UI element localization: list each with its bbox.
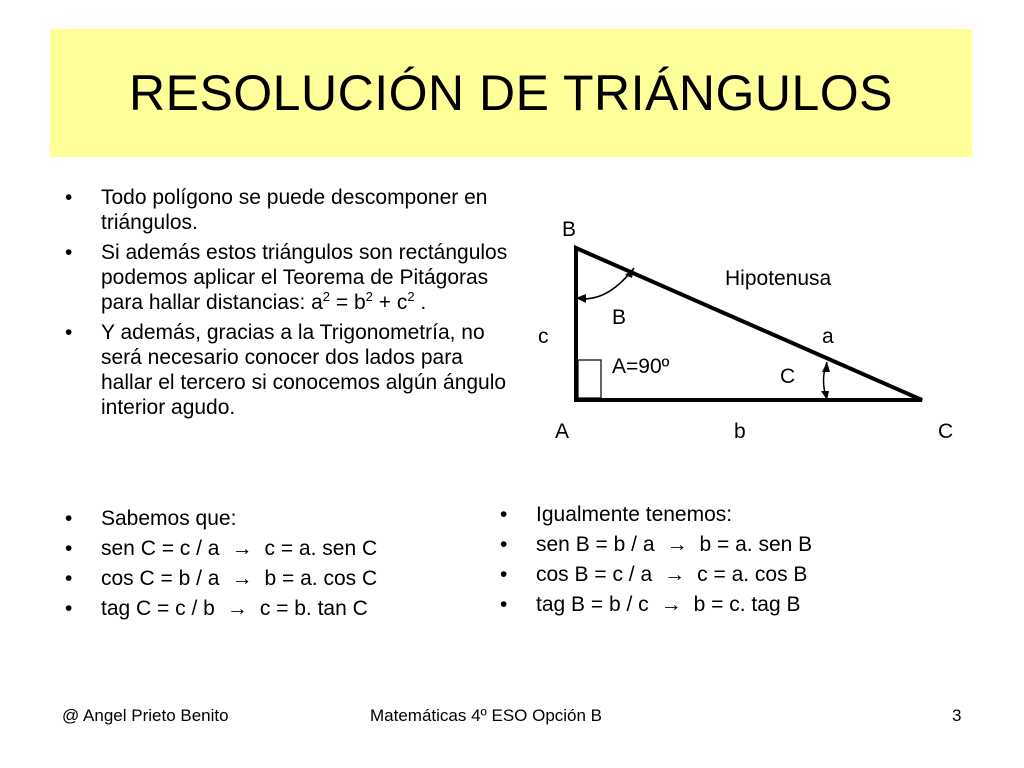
triangle-shape bbox=[576, 248, 922, 400]
formulas-list-c bbox=[58, 504, 498, 624]
pythagoras-text: Si además estos triángulos son rectángulos podemos aplicar el Teorema de Pitágoras para hallar distancias: a bbox=[101, 241, 508, 314]
angle-b-label: B bbox=[612, 306, 627, 329]
formulas-c-heading: • Sabemos que: bbox=[58, 504, 498, 534]
angle-b-arrowhead-icon bbox=[625, 268, 634, 278]
formula-tag-b bbox=[493, 590, 933, 620]
formula-left: sen C = c / a bbox=[101, 537, 220, 560]
exponent-a: 2 bbox=[322, 289, 331, 304]
angle-c-arrowhead-bottom-icon bbox=[821, 391, 829, 400]
slide-title: RESOLUCIÓN DE TRIÁNGULOS bbox=[128, 65, 893, 121]
formula-left: cos C = b / a bbox=[101, 567, 220, 590]
angle-c-label: C bbox=[780, 365, 796, 388]
title-banner bbox=[50, 29, 972, 157]
formula-right: b = c. tag B bbox=[693, 593, 801, 616]
side-b-label: b bbox=[734, 420, 746, 443]
bullet-trigonometry: • Y además, gracias a la Trigonometría, no será necesario conocer dos lados para hallar el tercero si conocemos algún ángulo interior agudo. bbox=[58, 320, 508, 420]
exponent-c: 2 bbox=[407, 289, 415, 304]
side-c-label: c bbox=[538, 325, 549, 348]
pythagoras-end: . bbox=[414, 291, 427, 314]
formulas-b-heading: • Igualmente tenemos: bbox=[493, 500, 933, 530]
angle-c-arc bbox=[824, 362, 828, 400]
formula-right: c = a. sen C bbox=[264, 537, 378, 560]
intro-bullet-list bbox=[58, 185, 508, 425]
arrow-icon: → bbox=[660, 593, 682, 616]
angle-c-arrowhead-icon bbox=[822, 362, 830, 372]
formula-right: b = a. cos C bbox=[264, 567, 378, 590]
formula-left: sen B = b / a bbox=[536, 533, 655, 556]
angle-b-arc bbox=[576, 268, 634, 299]
angle-b-arrowhead-bottom-icon bbox=[576, 294, 586, 303]
footer-course: Matemáticas 4º ESO Opción B bbox=[370, 706, 603, 725]
formulas-list-b bbox=[493, 500, 933, 620]
footer-page-number: 3 bbox=[952, 706, 962, 725]
formula-sen-c bbox=[58, 534, 498, 564]
formula-right: c = b. tan C bbox=[259, 597, 368, 620]
pythagoras-eq1: = b bbox=[330, 291, 366, 314]
arrow-icon: → bbox=[226, 597, 248, 620]
pythagoras-eq2: + c bbox=[372, 291, 408, 314]
formula-cos-b bbox=[493, 560, 933, 590]
arrow-icon: → bbox=[664, 563, 686, 586]
arrow-icon: → bbox=[231, 567, 253, 590]
vertex-a-label: A bbox=[555, 420, 570, 443]
arrow-icon: → bbox=[666, 533, 688, 556]
angle-a-label: A=90º bbox=[612, 355, 670, 378]
bullet-polygons: • Todo polígono se puede descomponer en triángulos. bbox=[58, 185, 508, 235]
vertex-c-label: C bbox=[938, 420, 954, 443]
formula-tag-c bbox=[58, 594, 498, 624]
bullet-pythagoras bbox=[58, 240, 508, 315]
formula-right: b = a. sen B bbox=[699, 533, 813, 556]
formula-left: tag C = c / b bbox=[101, 597, 215, 620]
formula-right: c = a. cos B bbox=[697, 563, 808, 586]
formula-sen-b bbox=[493, 530, 933, 560]
right-angle-marker bbox=[578, 360, 601, 398]
vertex-b-label: B bbox=[562, 218, 577, 241]
exponent-b: 2 bbox=[365, 289, 373, 304]
formula-left: tag B = b / c bbox=[536, 593, 649, 616]
arrow-icon: → bbox=[231, 537, 253, 560]
side-a-label: a bbox=[822, 325, 834, 348]
formula-cos-c bbox=[58, 564, 498, 594]
formula-left: cos B = c / a bbox=[536, 563, 653, 586]
footer-author: @ Angel Prieto Benito bbox=[62, 706, 229, 725]
hypotenuse-label: Hipotenusa bbox=[725, 267, 832, 290]
